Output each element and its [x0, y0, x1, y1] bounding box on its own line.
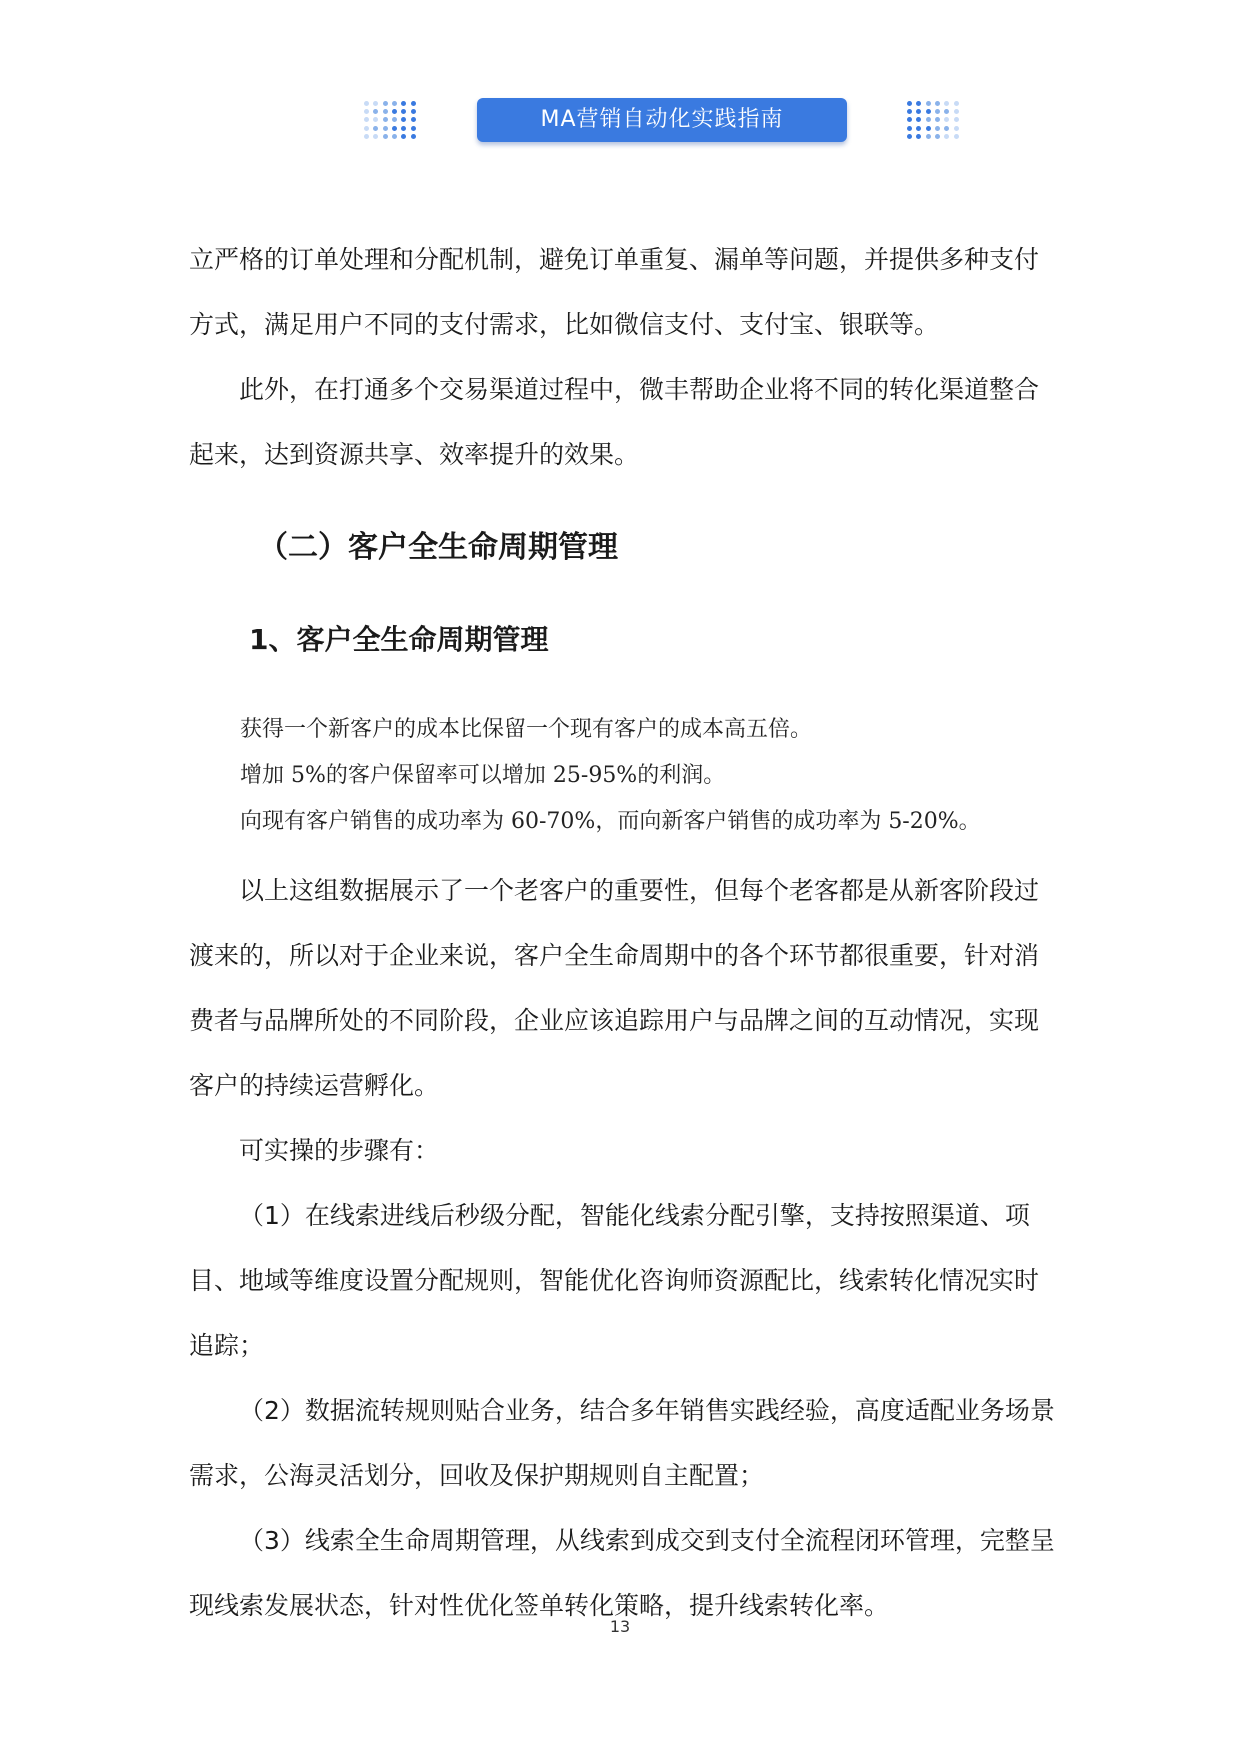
list-step: （2）数据流转规则贴合业务，结合多年销售实践经验，高度适配业务场景需求，公海灵活划分，回收及保护期规则自主配置；	[189, 1396, 1055, 1490]
quote-line: 获得一个新客户的成本比保留一个现有客户的成本高五倍。	[240, 717, 813, 742]
list-step: （3）线索全生命周期管理，从线索到成交到支付全流程闭环管理，完整呈现线索发展状态，针对性优化签单转化策略，提升线索转化率。	[189, 1526, 1055, 1620]
quote-line: 向现有客户销售的成功率为 60-70%，而向新客户销售的成功率为 5-20%。	[240, 809, 981, 834]
decorative-dots-left	[362, 99, 418, 141]
paragraph-continued: 立严格的订单处理和分配机制，避免订单重复、漏单等问题，并提供多种支付方式，满足用户不同的支付需求，比如微信支付、支付宝、银联等。	[189, 245, 1040, 339]
section-heading: （二）客户全生命周期管理	[258, 530, 618, 565]
document-header-title: MA营销自动化实践指南	[477, 98, 847, 142]
intro-text-block	[189, 227, 1059, 487]
body-text-block	[189, 858, 1059, 1638]
page-number: 13	[609, 1617, 631, 1636]
paragraph: 此外，在打通多个交易渠道过程中，微丰帮助企业将不同的转化渠道整合起来，达到资源共享、效率提升的效果。	[189, 375, 1040, 469]
statistics-quote-block	[240, 707, 981, 845]
paragraph: 可实操的步骤有：	[239, 1136, 440, 1165]
paragraph: 以上这组数据展示了一个老客户的重要性，但每个老客都是从新客阶段过渡来的，所以对于企业来说，客户全生命周期中的各个环节都很重要，针对消费者与品牌所处的不同阶段，企业应该追踪用户与品牌之间的互动情况，实现客户的持续运营孵化。	[189, 876, 1040, 1100]
list-step: （1）在线索进线后秒级分配，智能化线索分配引擎，支持按照渠道、项目、地域等维度设置分配规则，智能优化咨询师资源配比，线索转化情况实时追踪；	[189, 1201, 1040, 1360]
quote-line: 增加 5%的客户保留率可以增加 25-95%的利润。	[240, 763, 726, 788]
subsection-heading: 1、客户全生命周期管理	[249, 623, 549, 656]
decorative-dots-right	[905, 99, 961, 141]
